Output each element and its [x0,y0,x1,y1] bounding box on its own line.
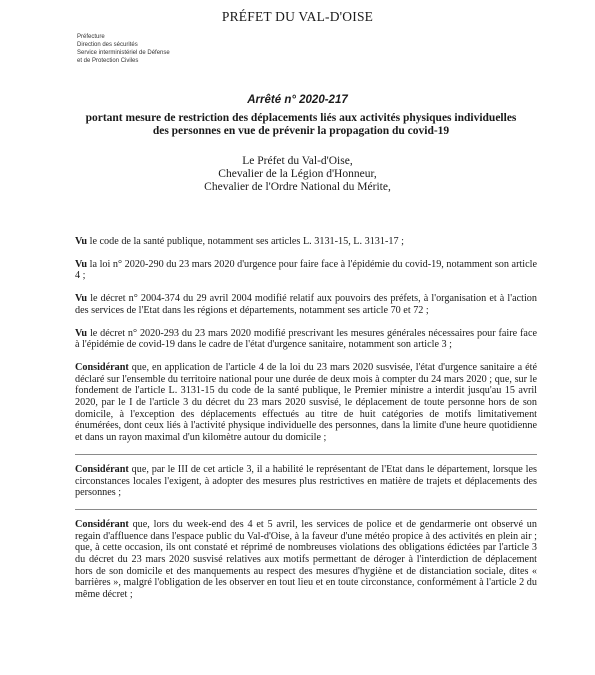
paragraph-lead: Vu [75,293,88,305]
considerant-paragraph [75,362,537,455]
paragraph-text: que, en application de l'article 4 de la loi du 23 mars 2020 susvisée, l'état d'urgence sanitaire a été déclaré sur l'ensemble du territoire national pour une durée de deux mois à compter du 24 mars 2020 ; que, sur le fondement de l'article L. 3131-15 du code de la santé publique, le Premier ministre a interdit jusqu'au 15 avril 2020, par le I de l'article 3 du décret du 23 mars 2020 susvisé, le déplacement de toute personne hors de son domicile, à l'exception des déplacements effectués au titre de huit catégories de motifs limitativement énumérées, dont ceux liés à l'activité physique individuelle des personnes, dans la limite d'une heure quotidienne et dans un rayon maximal d'un kilomètre autour du domicile ; [75,361,537,444]
prefecture-line: et de Protection Civiles [77,58,139,64]
vu-paragraph [75,293,537,316]
paragraph-text: le code de la santé publique, notamment ses articles L. 3131-15, L. 3131-17 ; [87,236,404,247]
vu-paragraph [75,259,537,282]
prefecture-line: Service interministériel de Défense [77,50,170,56]
paragraph-lead: Vu [75,258,88,270]
arrete-subject-line: portant mesure de restriction des déplacements liés aux activités physiques individuelles [85,112,517,124]
paragraph-lead: Considérant [75,361,129,373]
prefet-line: Chevalier de l'Ordre National du Mérite, [204,181,391,193]
paragraph-text: que, lors du week-end des 4 et 5 avril, les services de police et de gendarmerie ont observé un regain d'affluence dans l'espace public du Val-d'Oise, à la faveur d'une météo propice à des activités en plein air ; que, à cette occasion, ils ont constaté et réprimé de nombreuses violations des obligations édictées par l'article 3 du décret du 23 mars 2020 susvisé relatives aux motifs permettant de déroger à l'interdiction de déplacement hors de son domicile et des manquements au respect des mesures d'hygiène et de distanciation sociale, dites « barrières », malgré l'obligation de les observer en tout lieu et en toute circonstance, conformément à l'article 2 du même décret ; [75,518,537,601]
prefet-line: Chevalier de la Légion d'Honneur, [218,168,377,180]
prefecture-department-block [77,33,170,65]
vu-paragraph [75,236,537,248]
paragraph-text: le décret n° 2020-293 du 23 mars 2020 modifié prescrivant les mesures générales nécessaires pour faire face à l'épidémie de covid-19 dans le cadre de l'état d'urgence sanitaire, notamment son article 3 ; [75,327,537,351]
paragraph-lead: Considérant [75,518,129,530]
considerant-paragraph [75,464,537,510]
prefet-line: Le Préfet du Val-d'Oise, [242,155,353,167]
prefecture-line: Direction des sécurités [77,42,138,48]
paragraph-lead: Considérant [75,463,129,475]
arrete-title: Arrêté n° 2020-217 [247,94,348,106]
arrete-body [75,236,537,612]
prefecture-line: Préfecture [77,34,105,40]
vu-paragraph [75,328,537,351]
paragraph-text: que, par le III de cet article 3, il a habilité le représentant de l'Etat dans le département, lorsque les circonstances locales l'exigent, à adopter des mesures plus restrictives en matière de trajets et déplacements des personnes ; [75,463,537,499]
paragraph-lead: Vu [75,236,88,247]
prefet-titles [0,155,595,194]
paragraph-text: le décret n° 2004-374 du 29 avril 2004 modifié relatif aux pouvoirs des préfets, à l'organisation et à l'action des services de l'Etat dans les régions et départements, notamment ses article 70 et 72 ; [75,293,537,316]
paragraph-text: la loi n° 2020-290 du 23 mars 2020 d'urgence pour faire face à l'épidémie du covid-19, notamment son article 4 ; [75,258,537,282]
arrete-subject-line: des personnes en vue de prévenir la propagation du covid-19 [152,125,450,137]
arrete-subject [70,112,532,138]
considerant-paragraph [75,519,537,601]
prefecture-header-title: PRÉFET DU VAL-D'OISE [221,9,374,24]
paragraph-lead: Vu [75,327,88,339]
